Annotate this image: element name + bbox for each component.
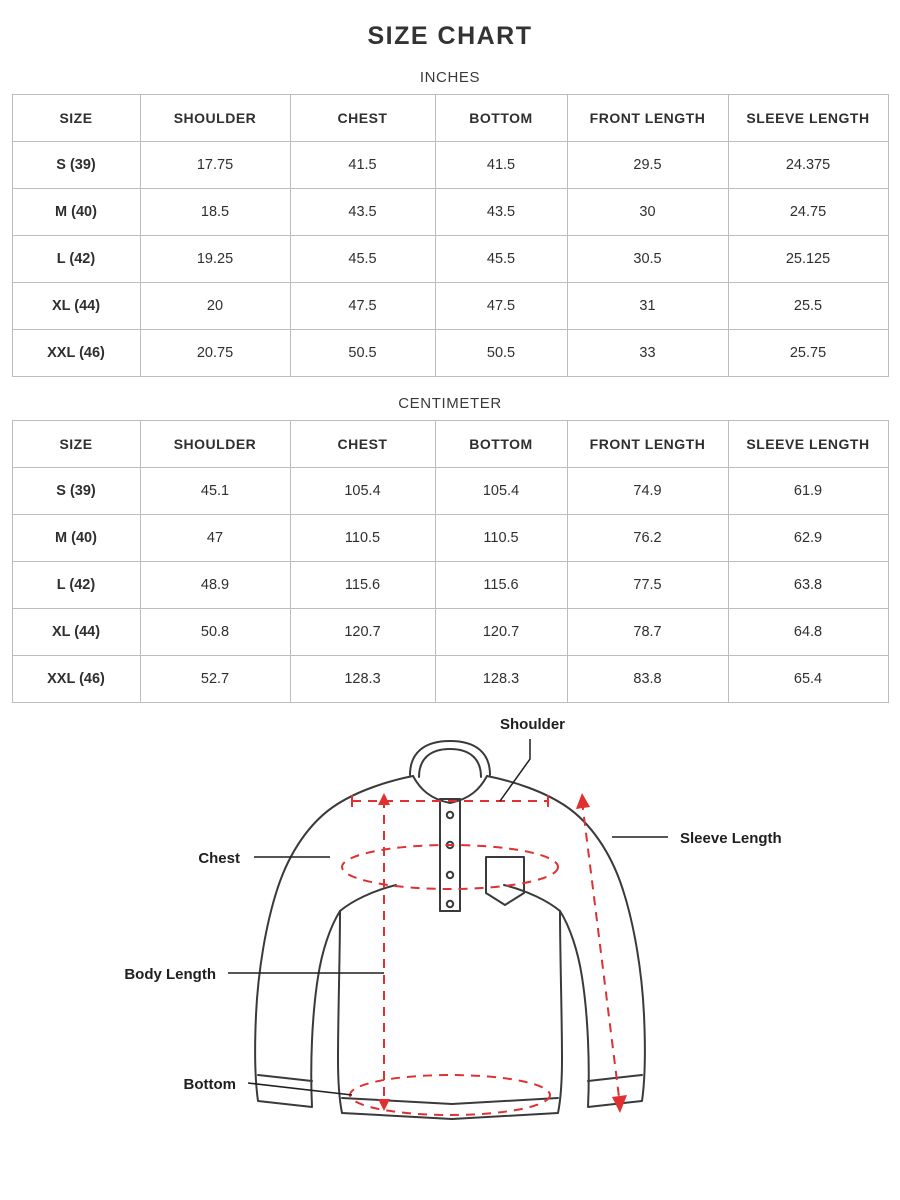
cell-size: L (42): [12, 236, 140, 283]
cell-shoulder: 18.5: [140, 189, 290, 236]
cell-chest: 45.5: [290, 236, 435, 283]
sleeve-length-measure-line: [582, 801, 620, 1105]
cell-shoulder: 20: [140, 283, 290, 330]
column-header-sleeve-length: SLEEVE LENGTH: [728, 421, 888, 468]
table-row: [12, 609, 888, 656]
column-header-front-length: FRONT LENGTH: [567, 421, 728, 468]
size-table-inches: [12, 94, 889, 377]
cell-sleeve-length: 63.8: [728, 562, 888, 609]
cell-shoulder: 48.9: [140, 562, 290, 609]
label-sleeve-length: Sleeve Length: [680, 830, 782, 847]
cell-shoulder: 17.75: [140, 142, 290, 189]
cell-front-length: 33: [567, 330, 728, 377]
cell-chest: 41.5: [290, 142, 435, 189]
cell-bottom: 41.5: [435, 142, 567, 189]
column-header-size: SIZE: [12, 421, 140, 468]
table-row: [12, 236, 888, 283]
table-row: [12, 468, 888, 515]
cell-bottom: 120.7: [435, 609, 567, 656]
cell-size: XXL (46): [12, 330, 140, 377]
cell-chest: 43.5: [290, 189, 435, 236]
table-row: [12, 283, 888, 330]
table-row: [12, 142, 888, 189]
cell-size: S (39): [12, 468, 140, 515]
column-header-bottom: BOTTOM: [435, 95, 567, 142]
cell-sleeve-length: 62.9: [728, 515, 888, 562]
page-title: SIZE CHART: [367, 22, 533, 50]
cell-sleeve-length: 24.375: [728, 142, 888, 189]
cell-shoulder: 47: [140, 515, 290, 562]
cell-size: S (39): [12, 142, 140, 189]
cell-bottom: 50.5: [435, 330, 567, 377]
cell-bottom: 128.3: [435, 656, 567, 703]
cell-size: XL (44): [12, 283, 140, 330]
cell-bottom: 45.5: [435, 236, 567, 283]
cell-size: XXL (46): [12, 656, 140, 703]
shirt-illustration: [255, 741, 645, 1119]
label-shoulder: Shoulder: [500, 716, 566, 733]
cell-front-length: 30: [567, 189, 728, 236]
cell-front-length: 77.5: [567, 562, 728, 609]
column-header-size: SIZE: [12, 95, 140, 142]
table-header-row: [12, 95, 888, 142]
column-header-sleeve-length: SLEEVE LENGTH: [728, 95, 888, 142]
cell-size: XL (44): [12, 609, 140, 656]
cell-chest: 47.5: [290, 283, 435, 330]
label-bottom: Bottom: [183, 1076, 236, 1093]
cell-front-length: 74.9: [567, 468, 728, 515]
cell-shoulder: 50.8: [140, 609, 290, 656]
cell-sleeve-length: 25.5: [728, 283, 888, 330]
cell-bottom: 43.5: [435, 189, 567, 236]
column-header-front-length: FRONT LENGTH: [567, 95, 728, 142]
cell-sleeve-length: 65.4: [728, 656, 888, 703]
column-header-shoulder: SHOULDER: [140, 421, 290, 468]
cell-bottom: 47.5: [435, 283, 567, 330]
cell-front-length: 29.5: [567, 142, 728, 189]
garment-measurement-diagram: [0, 715, 900, 1180]
cell-chest: 115.6: [290, 562, 435, 609]
label-body-length: Body Length: [124, 966, 216, 983]
column-header-chest: CHEST: [290, 421, 435, 468]
leader-lines: [228, 739, 668, 1095]
cell-front-length: 83.8: [567, 656, 728, 703]
table-row: [12, 656, 888, 703]
chest-measure-ellipse: [342, 845, 558, 889]
cell-sleeve-length: 61.9: [728, 468, 888, 515]
cell-size: M (40): [12, 189, 140, 236]
table-row: [12, 515, 888, 562]
cell-bottom: 110.5: [435, 515, 567, 562]
column-header-bottom: BOTTOM: [435, 421, 567, 468]
cell-chest: 110.5: [290, 515, 435, 562]
cell-sleeve-length: 25.125: [728, 236, 888, 283]
cell-shoulder: 52.7: [140, 656, 290, 703]
cell-size: L (42): [12, 562, 140, 609]
cell-size: M (40): [12, 515, 140, 562]
table-row: [12, 562, 888, 609]
cell-shoulder: 45.1: [140, 468, 290, 515]
cell-front-length: 76.2: [567, 515, 728, 562]
table-header-row: [12, 421, 888, 468]
label-chest: Chest: [198, 850, 240, 867]
table-row: [12, 189, 888, 236]
cell-shoulder: 20.75: [140, 330, 290, 377]
cell-front-length: 31: [567, 283, 728, 330]
cell-sleeve-length: 25.75: [728, 330, 888, 377]
cell-front-length: 30.5: [567, 236, 728, 283]
size-table-centimeter: [12, 420, 889, 703]
cell-front-length: 78.7: [567, 609, 728, 656]
cell-chest: 105.4: [290, 468, 435, 515]
bottom-measure-ellipse: [350, 1075, 550, 1115]
cell-sleeve-length: 24.75: [728, 189, 888, 236]
column-header-chest: CHEST: [290, 95, 435, 142]
cell-chest: 120.7: [290, 609, 435, 656]
cell-sleeve-length: 64.8: [728, 609, 888, 656]
cell-bottom: 105.4: [435, 468, 567, 515]
cell-chest: 50.5: [290, 330, 435, 377]
inches-unit-label: INCHES: [419, 69, 481, 86]
column-header-shoulder: SHOULDER: [140, 95, 290, 142]
measurement-annotations: [342, 793, 627, 1115]
cell-bottom: 115.6: [435, 562, 567, 609]
cell-chest: 128.3: [290, 656, 435, 703]
table-row: [12, 330, 888, 377]
centimeter-unit-label: CENTIMETER: [398, 395, 502, 412]
cell-shoulder: 19.25: [140, 236, 290, 283]
